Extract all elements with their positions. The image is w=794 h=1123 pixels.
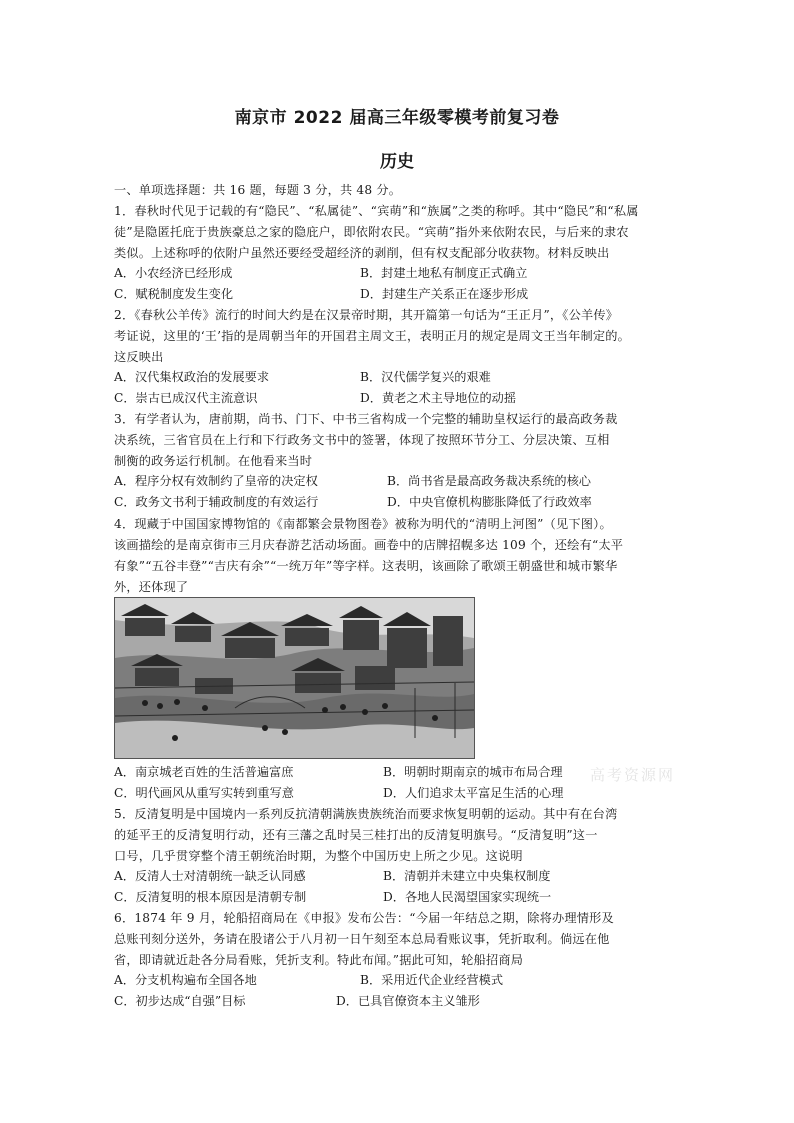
q1-stem-line-3: 类似。上述称呼的依附户虽然还要经受超经济的剥削，但有权支配部分收获物。材料反映出 [114,246,610,260]
subject-title: 历史 [380,152,414,172]
q1-option-d: D．封建生产关系正在逐步形成 [360,287,529,301]
q5-stem-line-2: 的延平王的反清复明行动，还有三藩之乱时吴三桂打出的反清复明旗号。“反清复明”这一 [114,828,598,842]
q2-option-c: C．崇古已成汉代主流意识 [114,391,258,405]
q4-stem-line-3: 有象”“五谷丰登”“吉庆有余”“一统万年”等字样。这表明，该画除了歌颂王朝盛世和城市繁华 [114,559,618,573]
watermark: 高考资源网 [590,766,676,784]
q1-option-b: B．封建土地私有制度正式确立 [360,266,528,280]
q4-stem-line-2: 该画描绘的是南京街市三月庆春游艺活动场面。画卷中的店牌招幌多达 109 个，还绘有“太平 [114,538,624,552]
q5-option-a: A．反清人士对清朝统一缺乏认同感 [114,869,306,883]
q2-option-a: A．汉代集权政治的发展要求 [114,370,270,384]
section-heading: 一、单项选择题：共 16 题，每题 3 分，共 48 分。 [114,183,402,197]
q1-stem-line-1: 1．春秋时代见于记载的有“隐民”、“私属徒”、“宾萌”和“族属”之类的称呼。其中“隐民”和“私属 [114,204,639,218]
q4-option-c: C．明代画风从重写实转到重写意 [114,786,294,800]
q1-option-c: C．赋税制度发生变化 [114,287,234,301]
q2-stem-line-2: 考证说，这里的‘王’指的是周朝当年的开国君主周文王，表明正月的规定是周文王当年制定的。 [114,329,631,343]
q2-option-b: B．汉代儒学复兴的艰难 [360,370,491,384]
page-title: 南京市 2022 届高三年级零模考前复习卷 [234,108,560,128]
q2-stem-line-1: 2．《春秋公羊传》流行的时间大约是在汉景帝时期，其开篇第一句话为“王正月”，《公羊传》 [114,308,619,322]
q5-option-d: D．各地人民渴望国家实现统一 [383,890,552,904]
q3-stem-line-3: 制衡的政务运行机制。在他看来当时 [114,454,313,468]
q3-stem-line-2: 决系统，三省官员在上行和下行政务文书中的签署，体现了按照环节分工、分层决策、互相 [114,433,610,447]
q3-option-c: C．政务文书利于辅政制度的有效运行 [114,495,319,509]
q6-stem-line-2: 总账刊刻分送外，务请在股诸公于八月初一日午刻至本总局看账议事，凭折取利。倘远在他 [114,932,610,946]
q6-stem-line-1: 6．1874 年 9 月，轮船招商局在《申报》发布公告：“今届一年结总之期，除将办理情形及 [114,911,614,925]
q6-option-d: D．已具官僚资本主义雏形 [336,994,480,1008]
q3-option-d: D．中央官僚机构膨胀降低了行政效率 [387,495,592,509]
q5-stem-line-3: 口号，几乎贯穿整个清王朝统治时期，为整个中国历史上所之少见。这说明 [114,849,523,863]
q4-stem-line-4: 外，还体现了 [114,580,189,594]
q1-option-a: A．小农经济已经形成 [114,266,233,280]
q1-stem-line-2: 徒”是隐匿托庇于贵族豪总之家的隐庇户，即依附农民。“宾萌”指外来依附农民，与后来的隶农 [114,225,629,239]
painting-illustration [115,598,474,758]
q4-stem-line-1: 4．现藏于中国国家博物馆的《南都繁会景物图卷》被称为明代的“清明上河图”（见下图）。 [114,517,612,531]
q5-option-b: B．清朝并未建立中央集权制度 [383,869,551,883]
q6-stem-line-3: 省，即请就近赴各分局看账，凭折支利。特此布闻。”据此可知，轮船招商局 [114,953,524,967]
q3-option-a: A．程序分权有效制约了皇帝的决定权 [114,474,318,488]
q2-option-d: D．黄老之术主导地位的动摇 [360,391,517,405]
q4-option-a: A．南京城老百姓的生活普遍富庶 [114,765,294,779]
q6-option-b: B．采用近代企业经营模式 [360,973,504,987]
q6-option-c: C．初步达成“自强”目标 [114,994,246,1008]
q4-option-d: D．人们追求太平富足生活的心理 [383,786,564,800]
q3-option-b: B．尚书省是最高政务裁决系统的核心 [387,474,591,488]
q2-stem-line-3: 这反映出 [114,350,164,364]
q5-stem-line-1: 5．反清复明是中国境内一系列反抗清朝满族贵族统治而要求恢复明朝的运动。其中有在台湾 [114,807,618,821]
q3-stem-line-1: 3．有学者认为，唐前期，尚书、门下、中书三省构成一个完整的辅助皇权运行的最高政务裁 [114,412,618,426]
painting-image [114,597,475,759]
q5-option-c: C．反清复明的根本原因是清朝专制 [114,890,307,904]
q4-option-b: B．明朝时期南京的城市布局合理 [383,765,563,779]
q6-option-a: A．分支机构遍布全国各地 [114,973,257,987]
